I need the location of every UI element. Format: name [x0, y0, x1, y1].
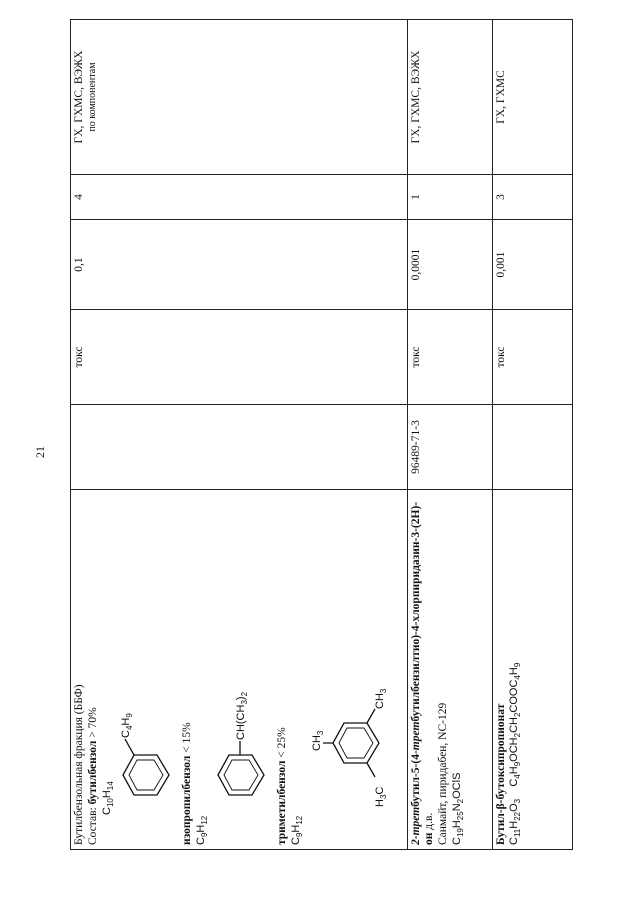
value-cell: 0,001: [492, 220, 572, 310]
component3-line: [276, 494, 290, 845]
cas-cell: [492, 405, 572, 490]
trimethylbenzene-structure-icon: [309, 653, 401, 833]
hazard-cell: токс: [71, 310, 408, 405]
substance-formula: $C_{19}H_{25}N_2OClS$: [450, 772, 466, 845]
substance-cell: [71, 490, 408, 850]
cas-cell: 96489-71-3: [407, 405, 492, 490]
hazard-cell: токс: [407, 310, 492, 405]
composition-line: [87, 494, 101, 845]
table-row-butylbenzene-fraction: [71, 20, 408, 850]
substance-cell: [407, 490, 492, 850]
name-prefix-italic: 2-трет: [409, 806, 422, 845]
component1-name: бутилбензол: [86, 740, 99, 805]
substances-table: [70, 19, 573, 850]
substance-name: Бутил-β-бутоксипропионат: [494, 703, 507, 845]
component2-line: [181, 494, 195, 845]
substance-formula: $C_{11}H_{22}O_3$ $C_4H_9OCH_2CH_2COOC_4H_9$: [508, 662, 523, 845]
component1-formula: $C_{10}H_{14}$: [100, 781, 115, 815]
name-part2: бутил-5-(4-: [409, 750, 422, 807]
method-note: по компонентам: [86, 62, 98, 132]
name-part3-italic: трет: [409, 721, 422, 751]
value-cell: 0,1: [71, 220, 408, 310]
cas-cell: [71, 405, 408, 490]
page-number: 21: [33, 446, 47, 458]
component2-formula: $C_9H_{12}$: [195, 815, 210, 845]
svg-text:CH(CH3)2: $CH(CH_3)_2$: [234, 691, 249, 740]
svg-text:CH3: $CH_3$: [373, 688, 388, 709]
component2-amount: < 15%: [181, 722, 194, 753]
name-suffix: д.в.: [423, 812, 436, 830]
substance-cell: [492, 490, 572, 850]
table-row-butyl-butoxypropionate: [492, 20, 572, 850]
isopropylbenzene-structure-icon: [214, 665, 272, 805]
method-text: ГХ, ГХМС, ВЭЖХ: [73, 50, 85, 144]
method-cell: ГХ, ГХМС, ВЭЖХ: [407, 20, 492, 175]
hazard-cell: токс: [492, 310, 572, 405]
butylbenzene-structure-icon: [119, 695, 177, 805]
method-cell: ГХ, ГХМС: [492, 20, 572, 175]
rotated-table-wrapper: [70, 20, 565, 850]
svg-text:H3C: $H_3C$: [373, 786, 388, 807]
group-label: Бутилбензольная фракция (ББФ): [73, 684, 85, 845]
component3-formula: $C_9H_{12}$: [289, 815, 304, 845]
synonyms: Санмайт, пиридабен, NC-129: [437, 702, 450, 845]
table-row-pyridaben: [407, 20, 492, 850]
component3-name: триметилбензол: [275, 760, 288, 845]
component1-amount: > 70%: [86, 707, 99, 738]
class-cell: 1: [407, 175, 492, 220]
component2-name: изопропилбензол: [181, 755, 194, 845]
composition-label: Состав:: [86, 807, 99, 845]
name-part4: бутилбензилтио)-4-хлорпиридазин-3-(2H)-он: [409, 501, 436, 845]
value-cell: 0,0001: [407, 220, 492, 310]
svg-text:C4H9: $C_4H_9$: [120, 713, 135, 738]
substance-name: [410, 494, 438, 845]
method-cell: [71, 20, 408, 175]
component3-amount: < 25%: [275, 727, 288, 758]
class-cell: 3: [492, 175, 572, 220]
svg-text:CH3: $CH_3$: [310, 730, 325, 751]
class-cell: 4: [71, 175, 408, 220]
